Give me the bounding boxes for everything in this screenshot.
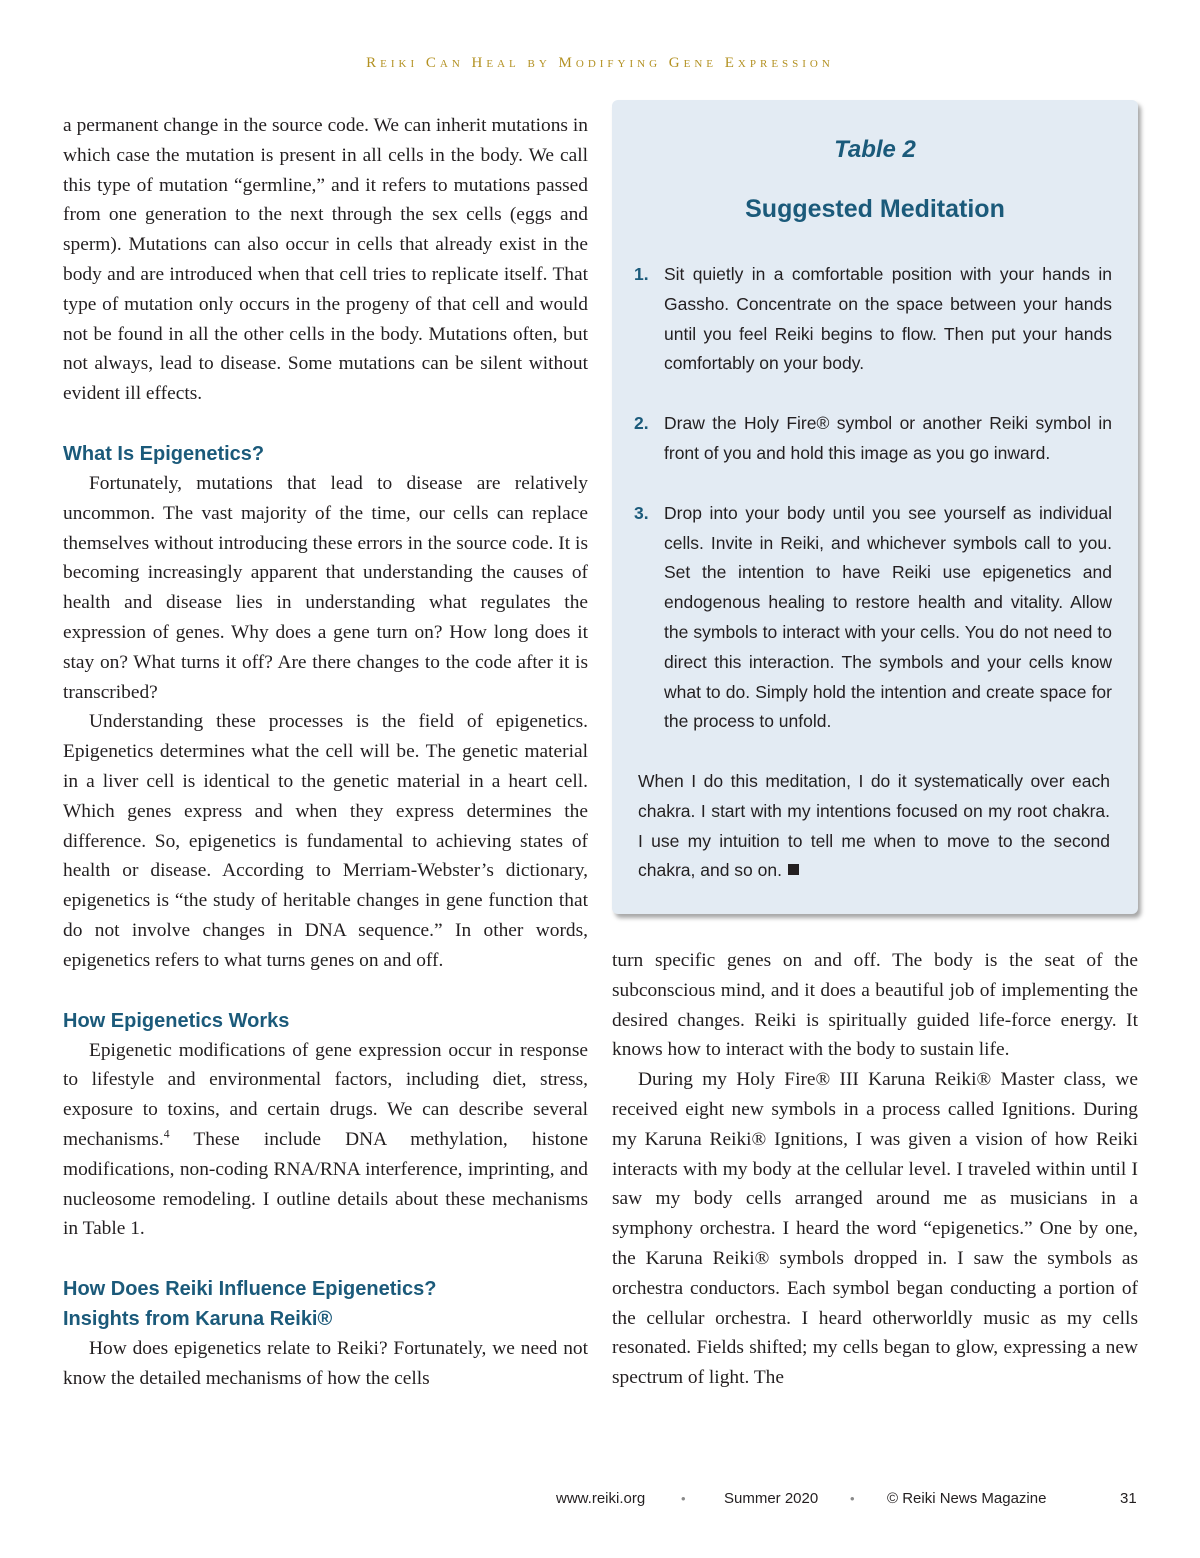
footnote-ref[interactable]: 4: [163, 1127, 170, 1141]
body-paragraph: Epigenetic modifications of gene expression occur in response to lifestyle and environmental factors, including diet, stress, exposure to toxins, and certain drugs. We can describe several mechanisms.$^4$ These include DNA methylation, histone modifications, non-coding RNA/RNA interference, imprinting, and nucleosome remodeling. I outline details about these mechanisms in Table 1.: [63, 1039, 588, 1240]
step-text: Sit quietly in a comfortable position with your hands in Gassho. Concentrate on the space between your hands until you feel Reiki begins to flow. Then put your hands comfortably on your body.: [664, 264, 1112, 374]
body-paragraph: During my Holy Fire® III Karuna Reiki® Master class, we received eight new symbols in a process called Ignitions. During my Karuna Reiki® Ignitions, I was given a vision of how Reiki interacts with my body at the cellular level. I traveled within until I saw my body cells arranged around me as musicians in a symphony orchestra. I heard the word “epigenetics.” One by one, the Karuna Reiki® symbols dropped in. I saw the symbols as orchestra conductors. Each symbol began conducting a portion of the cellular orchestra. I heard otherworldly music as my cells resonated. Fields shifted; my cells began to glow, expressing a new spectrum of light. The: [612, 1069, 1138, 1389]
body-paragraph: How does epigenetics relate to Reiki? Fortunately, we need not know the detailed mechanisms of how the cells: [63, 1338, 588, 1389]
page-number: 31: [1120, 1490, 1137, 1507]
body-paragraph: Understanding these processes is the field of epigenetics. Epigenetics determines what the cell will be. The genetic material in a liver cell is identical to the genetic material in a heart cell. Which genes express and when they express determines the difference. So, epigenetics is fundamental to achieving states of health or disease. According to Merriam-Webster’s dictionary, epigenetics is “the study of heritable changes in gene function that do not involve changes in DNA sequence.” In other words, epigenetics refers to what turns genes on and off.: [63, 711, 588, 971]
footer-separator: •: [681, 1491, 686, 1506]
right-column: [612, 946, 1138, 1393]
body-paragraph: a permanent change in the source code. We can inherit mutations in which case the mutation is present in all cells in the body. We call this type of mutation “germline,” and it refers to mutations passed from one generation to the next through the sex cells (eggs and sperm). Mutations can also occur in cells that already exist in the body and are introduced when that cell tries to replicate itself. That type of mutation only occurs in the progeny of that cell and would not be found in all the other cells in the body. Mutations often, but not always, lead to disease. Some mutations can be silent without evident ill effects.: [63, 115, 588, 405]
closing-paragraph: When I do this meditation, I do it systematically over each chakra. I start with my intentions focused on my root chakra. I use my intuition to tell me when to move to the second chakra, and so on.: [638, 771, 1110, 881]
table-label: Table 2: [834, 136, 916, 163]
body-paragraph: turn specific genes on and off. The body is the seat of the subconscious mind, and it does a beautiful job of implementing the desired changes. Reiki is spiritually guided life-force energy. It knows how to interact with the body to sustain life.: [612, 950, 1138, 1061]
step-number: 1.: [634, 264, 649, 284]
section-heading: How Epigenetics Works: [63, 1009, 290, 1032]
footer-website[interactable]: www.reiki.org: [556, 1490, 646, 1507]
step-number: 2.: [634, 413, 649, 434]
list-item: [634, 409, 1112, 469]
left-column: [63, 111, 588, 1394]
list-item: [634, 499, 1112, 737]
footer-separator: •: [850, 1491, 855, 1506]
section-heading: How Does Reiki Influence Epigenetics? Insights from Karuna Reiki®: [63, 1278, 437, 1331]
section-heading: What Is Epigenetics?: [63, 442, 265, 465]
list-item: [634, 260, 1112, 379]
running-head: Reiki Can Heal by Modifying Gene Expression: [366, 55, 834, 71]
table-title: Suggested Meditation: [745, 195, 1005, 223]
meditation-sidebar: [612, 100, 1138, 914]
end-mark-icon: [788, 864, 799, 875]
footer-issue: Summer 2020: [724, 1490, 819, 1507]
step-text: Draw the Holy Fire® symbol or another Reiki symbol in front of you and hold this image as you go inward.: [664, 413, 1112, 463]
step-number: 3.: [634, 502, 649, 523]
footer-publication: © Reiki News Magazine: [887, 1490, 1047, 1507]
body-paragraph: Fortunately, mutations that lead to disease are relatively uncommon. The vast majority of the time, our cells can replace themselves without introducing these errors in the source code. It is becoming increasingly apparent that understanding the causes of health and disease lies in understanding what regulates the expression of genes. Why does a gene turn on? How long does it stay on? What turns it off? Are there changes to the code after it is transcribed?: [63, 472, 588, 703]
meditation-steps: [634, 260, 1112, 767]
step-text: Drop into your body until you see yourself as individual cells. Invite in Reiki, and whichever symbols call to you. Set the intention to have Reiki use epigenetics and endogenous healing to restore health and vitality. Allow the symbols to interact with your cells. You do not need to direct this interaction. The symbols and your cells know what to do. Simply hold the intention and create space for the process to unfold.: [664, 502, 1112, 732]
